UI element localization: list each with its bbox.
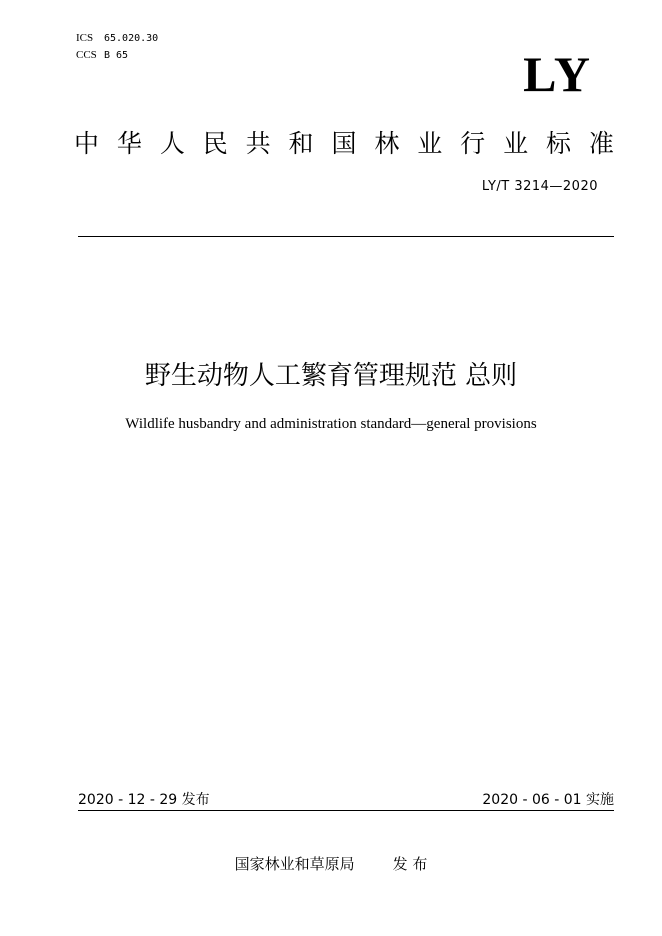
standard-category-heading xyxy=(74,126,614,162)
category-char: 共 xyxy=(245,129,271,158)
issuer-name: 国家林业和草原局 xyxy=(234,855,355,873)
title-english: Wildlife husbandry and administration standard—general provisions xyxy=(125,416,537,432)
title-chinese: 野生动物人工繁育管理规范 总则 xyxy=(144,361,518,391)
standard-number: LY/T 3214—2020 xyxy=(481,179,598,194)
ics-value: 65.020.30 xyxy=(104,33,159,44)
classification-codes xyxy=(76,30,158,64)
implementation-date: 2020 - 06 - 01 实施 xyxy=(482,792,614,808)
category-char: 中 xyxy=(74,129,100,158)
ccs-label: CCS xyxy=(76,49,97,61)
category-char: 林 xyxy=(374,129,400,158)
category-char: 业 xyxy=(417,129,443,158)
category-char: 和 xyxy=(288,129,314,158)
category-char: 人 xyxy=(159,129,185,158)
category-char: 标 xyxy=(545,129,571,158)
ccs-row xyxy=(76,47,158,64)
standard-logo: LY xyxy=(523,46,592,102)
ics-row xyxy=(76,30,158,47)
top-divider xyxy=(78,236,614,237)
category-char: 华 xyxy=(116,129,142,158)
issue-date: 2020 - 12 - 29 发布 xyxy=(78,792,210,808)
bottom-divider xyxy=(78,810,614,811)
category-char: 国 xyxy=(331,129,357,158)
category-char: 业 xyxy=(503,129,529,158)
category-char: 民 xyxy=(202,129,228,158)
issuer-action: 发 布 xyxy=(392,855,428,873)
category-char: 准 xyxy=(588,129,614,158)
ccs-value: B 65 xyxy=(104,50,129,61)
issuer-line xyxy=(0,853,662,874)
ics-label: ICS xyxy=(76,32,94,44)
category-char: 行 xyxy=(460,129,486,158)
